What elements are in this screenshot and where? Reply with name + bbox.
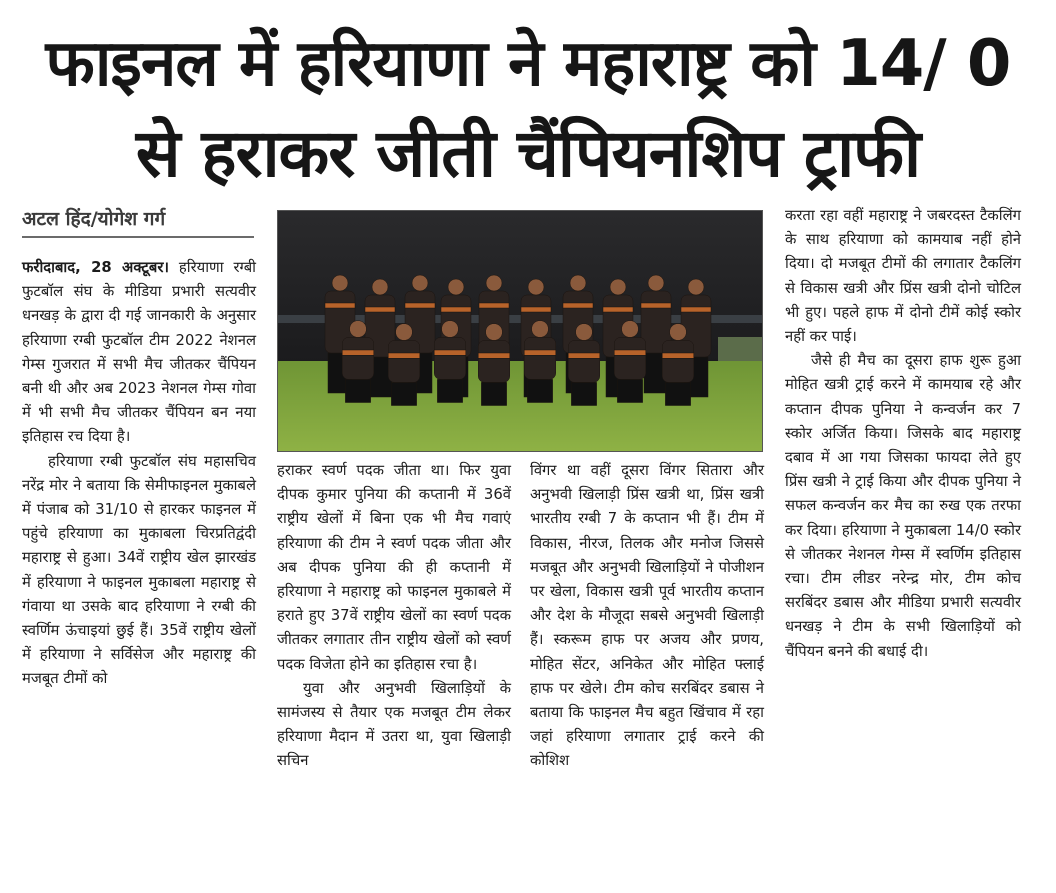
dateline: फरीदाबाद, 28 अक्टूबर। [22, 259, 169, 276]
paragraph-5: विंगर था वहीं दूसरा विंगर सितारा और अनुभवी खिलाड़ी प्रिंस खत्री था, प्रिंस खत्री भारतीय रग्बी 7 के कप्तान भी हैं। टीम में विकास, नीरज, तिलक और मनोज जिससे मजबूत और अनुभवी खिलाड़ियों ने पोजीशन पर खेला, विकास खत्री पूर्व भारतीय कप्तान और देश के मौजूदा सबसे अनुभवी खिलाड़ी हैं। स्करूम हाफ पर अजय और प्रणय, मोहित सेंटर, अनिकेत और मोहित फ्लाई हाफ पर खेले। टीम कोच सरबिंदर डबास ने बताया कि फाइनल मैच बहुत खिंचाव में रहा जहां हरियाणा लगातार ट्राई करने की कोशिश [530, 462, 764, 770]
headline-line-2: से हराकर जीती चैंपियनशिप ट्राफी [135, 115, 921, 192]
paragraph-4: युवा और अनुभवी खिलाड़ियों के सामंजस्य से तैयार एक मजबूत टीम लेकर हरियाणा मैदान में उतरा था, युवा खिलाड़ी सचिन [277, 679, 511, 770]
headline-line-1: फाइनल में हरियाणा ने महाराष्ट्र को 14/ 0 [45, 27, 1011, 101]
paragraph-6: करता रहा वहीं महाराष्ट्र ने जबरदस्त टैकलिंग के साथ हरियाणा को कामयाब नहीं होने दिया। दो मजबूत टीमों की लगातार टैकलिंग से विकास खत्री और प्रिंस खत्री दोनो चोटिल भी हुए। पहले हाफ में दोनो टीमें कोई स्कोर नहीं कर पाई। [785, 207, 1021, 346]
article-column-3 [530, 459, 764, 774]
byline: अटल हिंद/योगेश गर्ग [22, 204, 254, 238]
team-photo-image [278, 211, 763, 452]
paragraph-1-text: हरियाणा रग्बी फुटबॉल संघ के मीडिया प्रभारी सत्यवीर धनखड़ के द्वारा दी गई जानकारी के अनुसार हरियाणा रग्बी फुटबॉल टीम 2022 नेशनल गेम्स गुजरात में सभी मैच जीतकर चैंपियन बनी थी और अब 2023 नेशनल गेम्स गोवा में भी सभी मैच जीतकर चैंपियन बन नया इतिहास रच दिया है। [22, 259, 256, 446]
paragraph-2: हरियाणा रग्बी फुटबॉल संघ महासचिव नरेंद्र मोर ने बताया कि सेमीफाइनल मुकाबले में पंजाब को 31/10 से हारकर फाइनल में पहुंचे हरियाणा का मुकाबला चिरप्रतिद्वंदी महाराष्ट्र से हुआ। 34वें राष्ट्रीय खेल झारखंड में हरियाणा ने फाइनल मुकाबला महाराष्ट्र से गंवाया था उसके बाद हरियाणा ने रग्बी की स्वर्णिम ऊंचाइयां छुई हैं। 35वें राष्ट्रीय खेलों में हरियाणा ने सर्विसेज और महाराष्ट्र की मजबूत टीमों को [22, 452, 256, 688]
paragraph-1 [22, 256, 256, 450]
article-column-2 [277, 459, 511, 774]
article-column-4 [785, 204, 1021, 664]
team-photo [277, 210, 763, 452]
paragraph-7: जैसे ही मैच का दूसरा हाफ शुरू हुआ मोहित खत्री ट्राई करने में कामयाब रहे और कप्तान दीपक पुनिया ने कन्वर्जन कर 7 स्कोर अर्जित किया। जिसके बाद महाराष्ट्र दबाव में आ गया जिसका फायदा लेते हुए प्रिंस खत्री ने ट्राई किया और दीपक पुनिया ने सफल कन्वर्जन कर मैच का रुख एक तरफा कर दिया। हरियाणा ने मुकाबला 14/0 स्कोर से जीतकर नेशनल गेम्स में स्वर्णिम इतिहास रचा। टीम लीडर नरेन्द्र मोर, टीम कोच सरबिंदर डबास और मीडिया प्रभारी सत्यवीर धनखड़ ने टीम के सभी खिलाड़ियों को चैंपियन बनने की बधाई दी। [785, 352, 1021, 660]
paragraph-3: हराकर स्वर्ण पदक जीता था। फिर युवा दीपक कुमार पुनिया की कप्तानी में 36वें राष्ट्रीय खेलों में बिना एक भी मैच गवाएं हरियाणा की टीम ने स्वर्ण पदक जीता और अब दीपक पुनिया की ही कप्तानी में हरियाणा ने महाराष्ट्र को फाइनल मुकाबले में हराते हुए 37वें राष्ट्रीय खेलों का स्वर्ण पदक जीतकर लगातार तीन राष्ट्रीय खेलों को स्वर्ण पदक विजेता होने का इतिहास रचा है। [277, 462, 511, 673]
article-column-1 [22, 256, 256, 692]
